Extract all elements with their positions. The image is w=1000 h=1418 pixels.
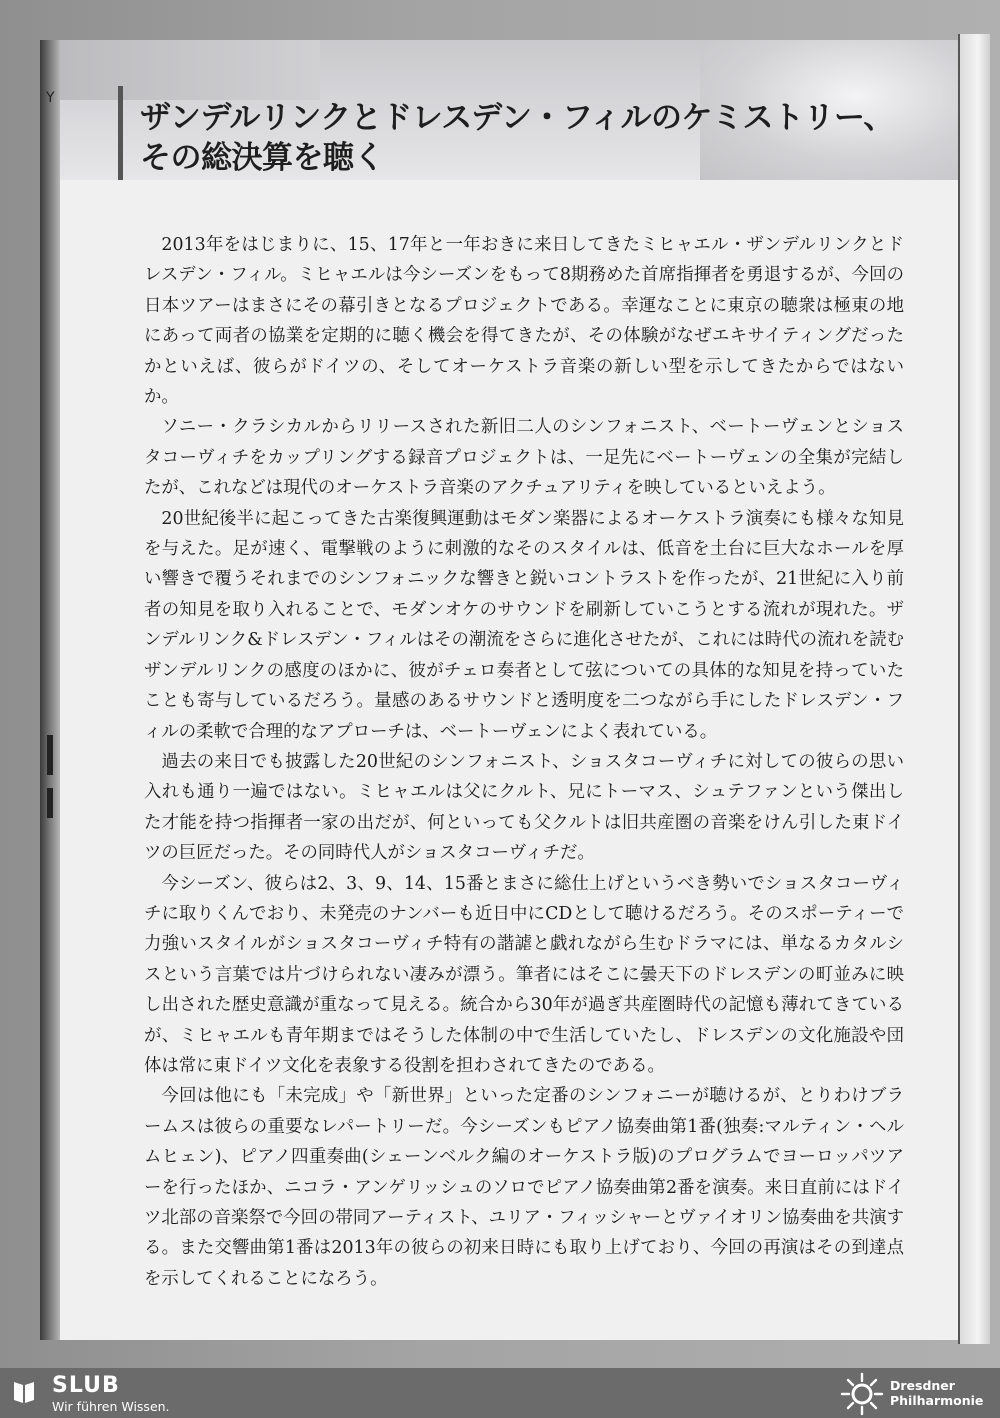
book-icon [12, 1379, 36, 1405]
edge-mark-bar [47, 735, 53, 775]
article-title [140, 98, 920, 178]
slub-tagline: Wir führen Wissen. [52, 1399, 170, 1414]
paragraph: 今シーズン、彼らは2、3、9、14、15番とまさに総仕上げというべき勢いでショスタコーヴィチに取りくんでおり、未発売のナンバーも近日中にCDとして聴けるだろう。そのスポーティーで力強いスタイルがショスタコーヴィチ特有の諧謔と戯れながら生むドラマには、単なるカタルシスという言葉では片づけられない凄みが漂う。筆者にはそこに曇天下のドレスデンの町並みに映し出された歴史意識が重なって見える。統合から30年が過ぎ共産圏時代の記憶も薄れてきているが、ミヒャエルも青年期まではそうした体制の中で生活していたし、ドレスデンの文化施設や団体は常に東ドイツ文化を表象する役割を担わされてきたのである。 [144, 873, 904, 1076]
paragraph: 過去の来日でも披露した20世紀のシンフォニスト、ショスタコーヴィチに対しての彼らの思い入れも通り一遍ではない。ミヒャエルは父にクルト、兄にトーマス、シュテファンという傑出した才能を持つ指揮者一家の出だが、何といっても父クルトは旧共産圏の音楽をけん引した東ドイツの巨匠だった。その同時代人がショスタコーヴィチだ。 [144, 751, 904, 864]
edge-mark: Y [46, 90, 55, 106]
document-page [60, 40, 958, 1340]
dp-name-line: Dresdner [890, 1378, 955, 1393]
dresdner-philharmonie-logo-text[interactable] [890, 1378, 983, 1408]
paragraph: 今回は他にも「未完成」や「新世界」といった定番のシンフォニーが聴けるが、とりわけブラームスは彼らの重要なレパートリーだ。今シーズンもピアノ協奏曲第1番(独奏:マルティン・ヘルムヒェン)、ピアノ四重奏曲(シェーンベルク編のオーケストラ版)のプログラムでヨーロッパツアーを行ったほか、ニコラ・アンゲリッシュのソロでピアノ協奏曲第2番を演奏。来日直前にはドイツ北部の音楽祭で今回の帯同アーティスト、ユリア・フィッシャーとヴァイオリン協奏曲を共演する。また交響曲第1番は2013年の彼らの初来日時にも取り上げており、今回の再演はその到達点を示してくれることになろう。 [144, 1086, 904, 1289]
adjacent-page-edge [958, 34, 990, 1344]
article-body [144, 230, 904, 1294]
dresdner-philharmonie-logo-icon [840, 1372, 884, 1416]
edge-mark-bar [47, 788, 53, 818]
title-line: その総決算を聴く [140, 140, 384, 176]
paragraph: 2013年をはじまりに、15、17年と一年おきに来日してきたミヒャエル・ザンデルリンクとドレスデン・フィル。ミヒャエルは今シーズンをもって8期務めた首席指揮者を勇退するが、今回の日本ツアーはまさにその幕引きとなるプロジェクトである。幸運なことに東京の聴衆は極東の地にあって両者の協業を定期的に聴く機会を得てきたが、その体験がなぜエキサイティングだったかといえば、彼らがドイツの、そしてオーケストラ音楽の新しい型を示してきたからではないか。 [144, 235, 904, 408]
title-line: ザンデルリンクとドレスデン・フィルのケミストリー、 [140, 100, 894, 136]
title-accent-bar [118, 86, 123, 180]
footer-bar [0, 1368, 1000, 1418]
slub-logo-text[interactable]: SLUB [52, 1373, 120, 1398]
paragraph: 20世紀後半に起こってきた古楽復興運動はモダン楽器によるオーケストラ演奏にも様々な知見を与えた。足が速く、電撃戦のように刺激的なそのスタイルは、低音を土台に巨大なホールを厚い響きで覆うそれまでのシンフォニックな響きと鋭いコントラストを作ったが、21世紀に入り前者の知見を取り入れることで、モダンオケのサウンドを刷新していこうとする流れが現れた。ザンデルリンク&ドレスデン・フィルはその潮流をさらに進化させたが、これには時代の流れを読むザンデルリンクの感度のほかに、彼がチェロ奏者として弦についての具体的な知見を持っていたことも寄与しているだろう。量感のあるサウンドと透明度を二つながら手にしたドレスデン・フィルの柔軟で合理的なアプローチは、ベートーヴェンによく表れている。 [144, 508, 904, 742]
paragraph: ソニー・クラシカルからリリースされた新旧二人のシンフォニスト、ベートーヴェンとショスタコーヴィチをカップリングする録音プロジェクトは、一足先にベートーヴェンの全集が完結したが、これなどは現代のオーケストラ音楽のアクチュアリティを映しているといえよう。 [144, 417, 904, 499]
dp-name-line: Philharmonie [890, 1393, 984, 1408]
